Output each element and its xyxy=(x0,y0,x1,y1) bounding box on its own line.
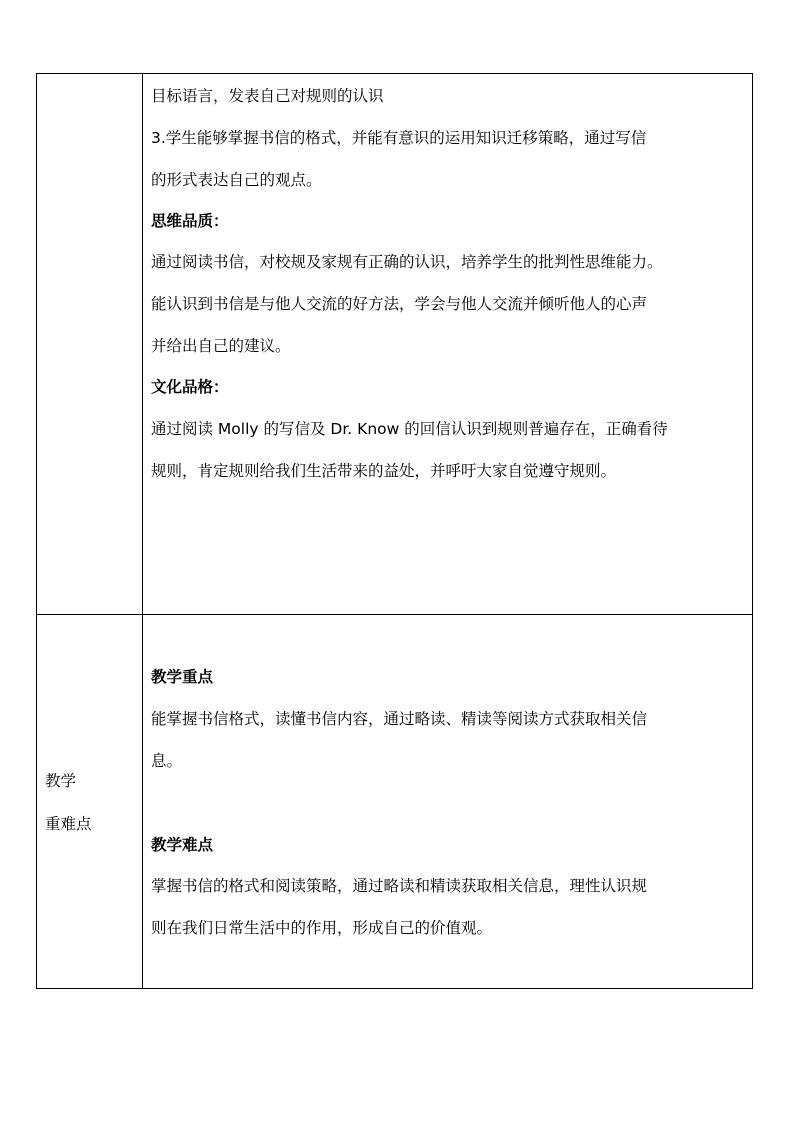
section-heading-thinking: 思维品质： xyxy=(151,212,229,230)
objective-line: 的形式表达自己的观点。 xyxy=(151,171,322,189)
objective-line: 通过阅读 Molly 的写信及 Dr. Know 的回信认识到规则普遍存在，正确看待 xyxy=(151,420,668,438)
lesson-plan-table xyxy=(36,73,753,989)
table-row-key-points xyxy=(37,614,752,988)
difficulty-line: 则在我们日常生活中的作用，形成自己的价值观。 xyxy=(151,919,493,937)
objectives-content-cell xyxy=(143,74,752,614)
key-point-line: 能掌握书信格式，读懂书信内容，通过略读、精读等阅读方式获取相关信 xyxy=(151,710,648,728)
objective-line: 能认识到书信是与他人交流的好方法，学会与他人交流并倾听他人的心声 xyxy=(151,295,648,313)
table-row-objectives xyxy=(37,74,752,615)
section-heading-culture: 文化品格： xyxy=(151,378,229,396)
difficulty-line: 掌握书信的格式和阅读策略，通过略读和精读获取相关信息，理性认识规 xyxy=(151,877,648,895)
row-label-line2: 重难点 xyxy=(45,815,92,833)
key-points-content-cell xyxy=(143,614,752,988)
objective-line: 目标语言，发表自己对规则的认识 xyxy=(151,87,384,105)
key-point-line: 息。 xyxy=(151,752,183,770)
heading-key-points: 教学重点 xyxy=(151,668,214,686)
objective-line: 3.学生能够掌握书信的格式，并能有意识的运用知识迁移策略，通过写信 xyxy=(151,129,647,147)
row-label-cell xyxy=(37,74,143,614)
heading-difficulties: 教学难点 xyxy=(151,836,214,854)
objective-line: 通过阅读书信，对校规及家规有正确的认识，培养学生的批判性思维能力。 xyxy=(151,253,663,271)
objective-line: 并给出自己的建议。 xyxy=(151,337,291,355)
row-label-line1: 教学 xyxy=(45,772,77,790)
row-label-cell xyxy=(37,614,143,988)
objective-line: 规则，肯定规则给我们生活带来的益处，并呼吁大家自觉遵守规则。 xyxy=(151,462,617,480)
